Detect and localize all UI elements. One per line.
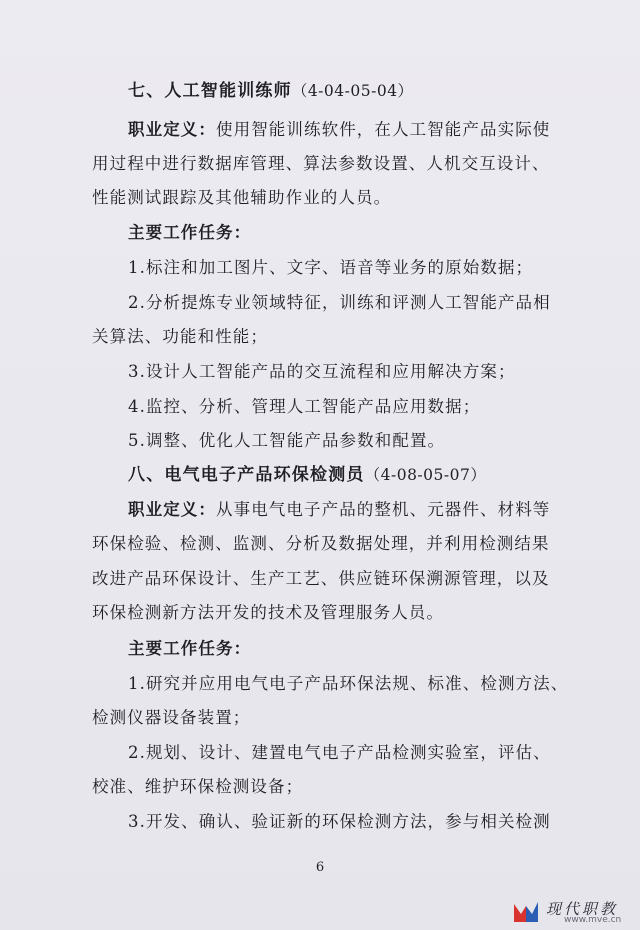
section-8-task-1-cont: 检测仪器设备装置； bbox=[92, 708, 251, 727]
section-7-code: （4-04-05-04） bbox=[291, 82, 414, 100]
section-8-title: 八、电气电子产品环保检测员 bbox=[128, 465, 365, 485]
section-7-task-1: 1.标注和加工图片、文字、语音等业务的原始数据； bbox=[128, 258, 534, 277]
section-7-definition bbox=[128, 119, 588, 141]
section-7-task-4: 4.监控、分析、管理人工智能产品应用数据； bbox=[128, 397, 481, 416]
section-8-task-2-cont: 校准、维护环保检测设备； bbox=[92, 777, 304, 796]
section-8-definition-text: 从事电气电子产品的整机、元器件、材料等 bbox=[216, 500, 551, 519]
watermark bbox=[512, 898, 632, 926]
section-7-title: 七、人工智能训练师 bbox=[128, 81, 292, 101]
section-8-heading bbox=[128, 464, 588, 486]
section-8-task-1: 1.研究并应用电气电子产品环保法规、标准、检测方法、 bbox=[128, 674, 569, 693]
section-8-tasks-label: 主要工作任务： bbox=[128, 639, 252, 658]
watermark-brand: 现代职教 bbox=[546, 900, 619, 918]
section-8-definition-line-4: 环保检测新方法开发的技术及管理服务人员。 bbox=[92, 603, 444, 622]
section-7-definition-line-3: 性能测试跟踪及其他辅助作业的人员。 bbox=[92, 188, 392, 207]
watermark-url: www.mve.cn bbox=[564, 915, 622, 925]
section-7-definition-line-2: 用过程中进行数据库管理、算法参数设置、人机交互设计、 bbox=[92, 154, 550, 173]
section-7-task-3: 3.设计人工智能产品的交互流程和应用解决方案； bbox=[128, 362, 516, 381]
section-7-tasks-label: 主要工作任务： bbox=[128, 223, 252, 242]
section-7-task-2: 2.分析提炼专业领域特征，训练和评测人工智能产品相 bbox=[128, 293, 551, 312]
section-7-definition-label: 职业定义： bbox=[128, 120, 216, 139]
section-8-definition-line-2: 环保检验、检测、监测、分析及数据处理，并利用检测结果 bbox=[92, 534, 550, 553]
section-7-task-5: 5.调整、优化人工智能产品参数和配置。 bbox=[128, 431, 446, 450]
section-8-code: （4-08-05-07） bbox=[364, 466, 487, 484]
section-7-definition-text: 使用智能训练软件，在人工智能产品实际使 bbox=[216, 120, 551, 139]
section-7-heading bbox=[128, 80, 588, 102]
section-8-definition-line-3: 改进产品环保设计、生产工艺、供应链环保溯源管理，以及 bbox=[92, 569, 550, 588]
section-8-task-3: 3.开发、确认、验证新的环保检测方法，参与相关检测 bbox=[128, 812, 551, 831]
section-7-task-2-cont: 关算法、功能和性能； bbox=[92, 327, 268, 346]
mve-logo-icon bbox=[512, 900, 540, 924]
page-number: 6 bbox=[315, 860, 325, 875]
section-8-definition-label: 职业定义： bbox=[128, 500, 216, 519]
section-8-task-2: 2.规划、设计、建置电气电子产品检测实验室，评估、 bbox=[128, 743, 551, 762]
section-8-definition bbox=[128, 499, 588, 521]
